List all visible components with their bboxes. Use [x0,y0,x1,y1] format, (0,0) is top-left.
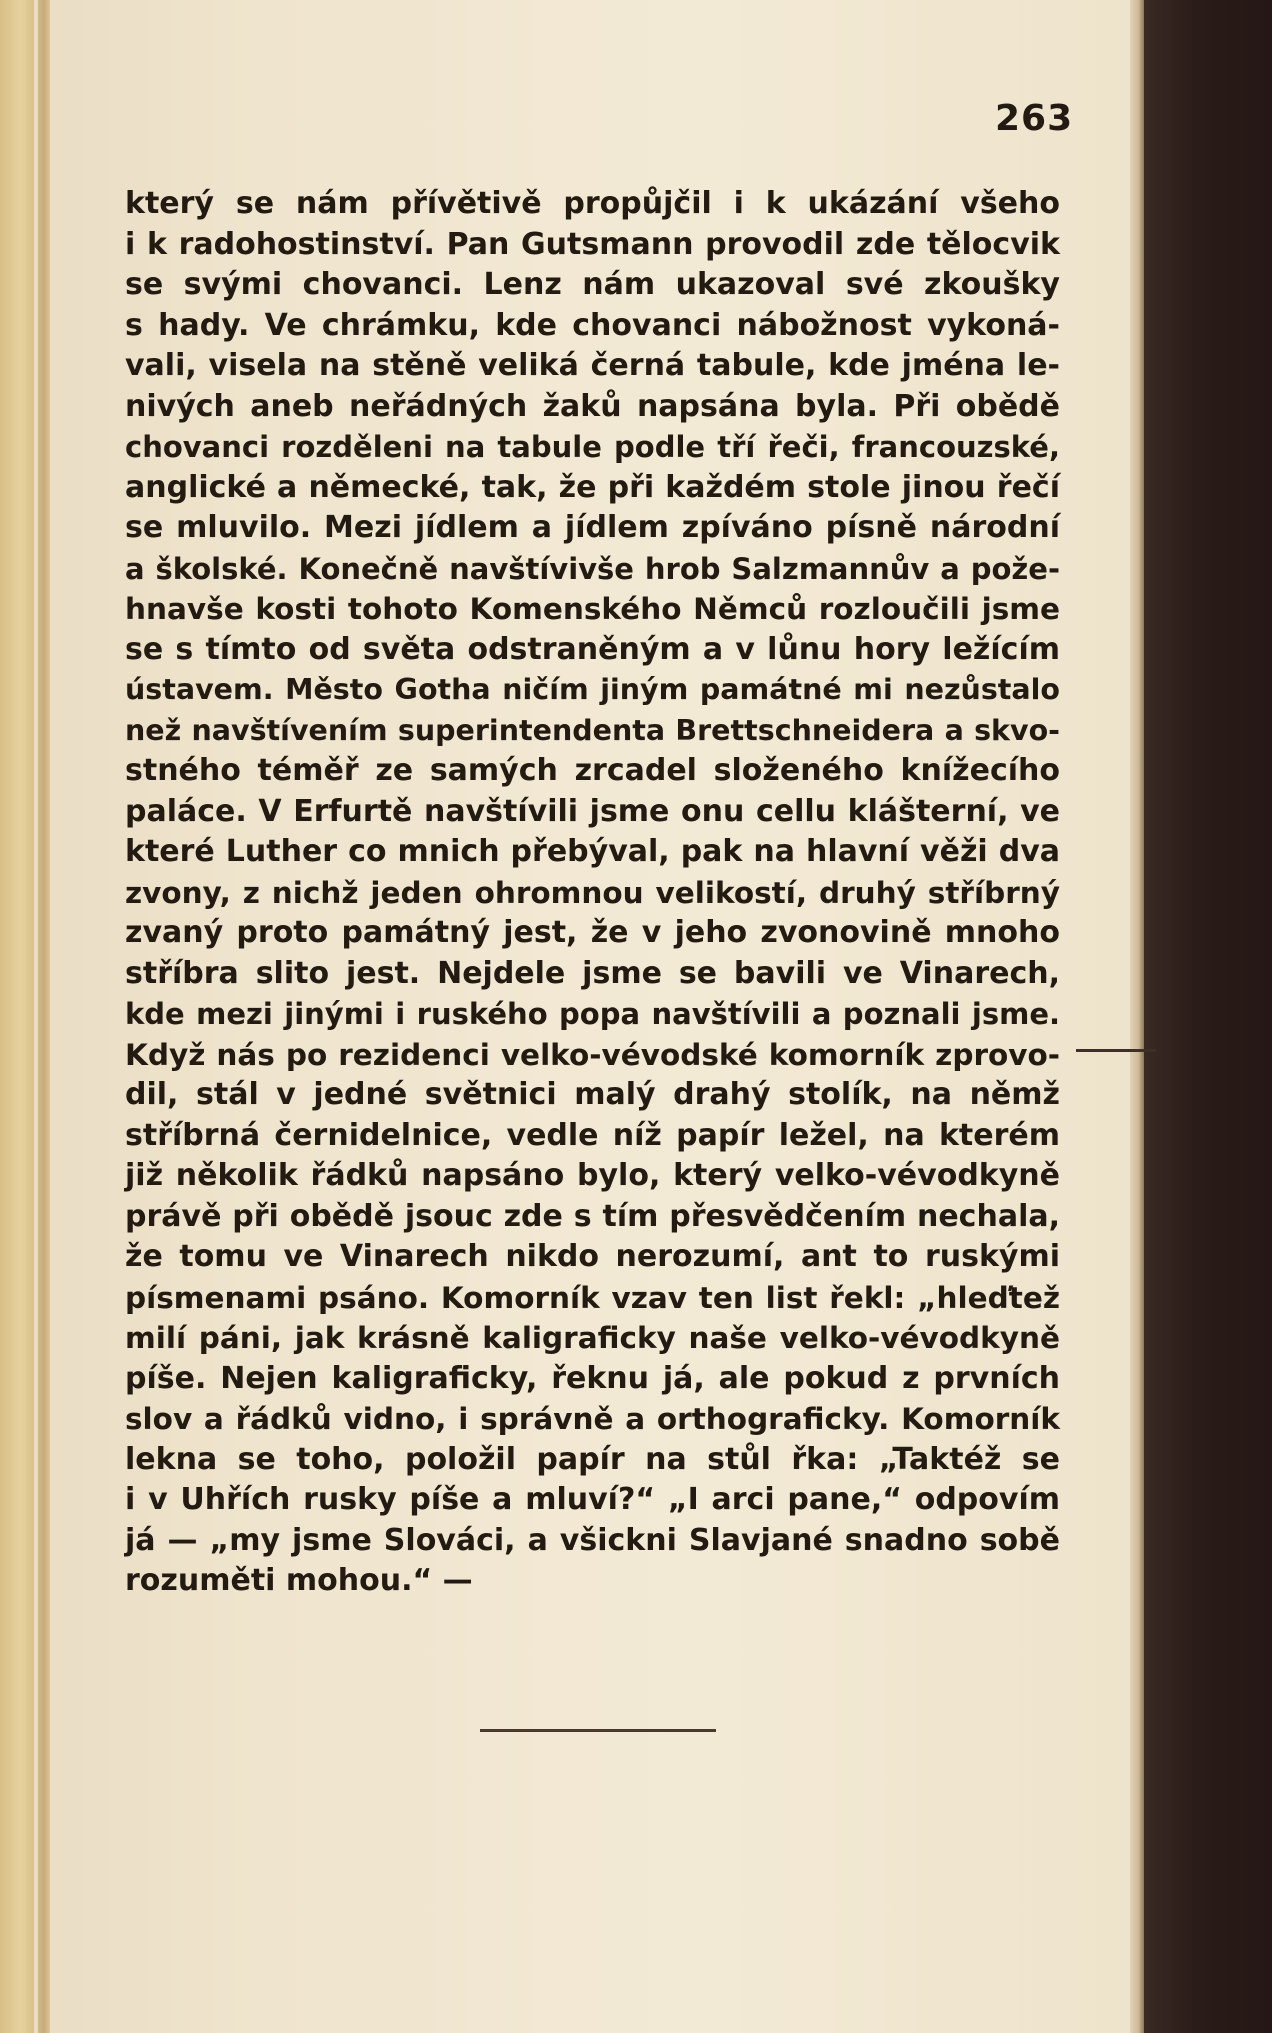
text-line: že tomu ve Vinarech nikdo nerozumí, ant to ruskými [125,1239,1060,1274]
text-line: než navštívením superintendenta Brettschneidera a skvo- [125,713,1060,747]
text-line: chovanci rozděleni na tabule podle tří řeči, francouzské, [125,430,1060,464]
text-line: milí páni, jak krásně kaligraficky naše velko-vévodkyně [125,1321,1060,1355]
text-line: Když nás po rezidenci velko-vévodské komorník zprovo- [125,1037,1060,1072]
body-text [125,184,1060,1602]
text-line: se mluvilo. Mezi jídlem a jídlem zpíváno písně národní [125,510,1060,545]
text-line: kde mezi jinými i ruského popa navštívili a poznali jsme. [125,997,1060,1031]
text-line: se s tímto od světa odstraněným a v lůnu hory ležícím [125,631,1060,667]
text-line: anglické a německé, tak, že při každém stole jinou řečí [125,469,1060,505]
text-line: které Luther co mnich přebýval, pak na hlavní věži dva [125,834,1060,869]
text-line: slov a řádků vidno, i správně a orthograficky. Komorník [125,1402,1060,1436]
page-gutter [38,0,50,2033]
text-line: stříbrná černidelnice, vedle níž papír ležel, na kterém [125,1117,1060,1153]
text-line: již několik řádků napsáno bylo, který velko-vévodkyně [125,1158,1060,1193]
text-line: se svými chovanci. Lenz nám ukazoval své zkoušky [125,267,1060,302]
text-line: vali, visela na stěně veliká černá tabule, kde jména le- [125,348,1060,383]
text-line: já — „my jsme Slováci, a všickni Slavjané snadno sobě [125,1522,1060,1558]
section-rule [480,1729,716,1732]
margin-pencil-mark [1076,1049,1156,1052]
text-line: dil, stál v jedné světnici malý drahý stolík, na němž [125,1077,1060,1112]
text-line: stného téměř ze samých zrcadel složeného knížecího [125,753,1060,788]
text-line: nivých aneb neřádných žaků napsána byla. Při obědě [125,388,1060,424]
text-line: lekna se toho, položil papír na stůl řka: „Taktéž se [125,1441,1060,1477]
text-line: zvaný proto památný jest, že v jeho zvonovině mnoho [125,915,1060,950]
text-line: který se nám přívětivě propůjčil i k ukázání všeho [125,186,1060,221]
text-line: rozuměti mohou.“ — [125,1563,473,1598]
text-line: paláce. V Erfurtě navštívili jsme onu cellu klášterní, ve [125,793,1060,829]
text-line: ústavem. Město Gotha ničím jiným památné mi nezůstalo [125,673,1060,706]
text-line: stříbra slito jest. Nejdele jsme se bavili ve Vinarech, [125,955,1060,991]
text-line: i v Uhřích rusky píše a mluví?“ „I arci pane,“ odpovím [125,1482,1060,1517]
page-number: 263 [995,98,1074,139]
text-line: a školské. Konečně navštívivše hrob Salzmannův a požе- [125,551,1060,586]
text-line: píše. Nejen kaligraficky, řeknu já, ale pokud z prvních [125,1360,1060,1396]
page-edge-shadow [1130,0,1144,2033]
text-line: zvony, z nichž jeden ohromnou velikostí, druhý stříbrný [125,875,1060,910]
text-line: právě při obědě jsouc zde s tím přesvědčením nechala, [125,1198,1060,1234]
text-line: hnavše kosti tohoto Komenského Němců rozloučili jsme [125,592,1060,626]
book-cover-edge [1144,0,1272,2033]
book-spine [0,0,34,2033]
text-line: i k radohostinství. Pan Gutsmann provodil zde tělocvik [125,226,1060,262]
text-line: písmenami psáno. Komorník vzav ten list řekl: „hleďtež [125,1280,1060,1315]
text-line: s hady. Ve chrámku, kde chovanci nábožnost vykoná- [125,307,1060,343]
